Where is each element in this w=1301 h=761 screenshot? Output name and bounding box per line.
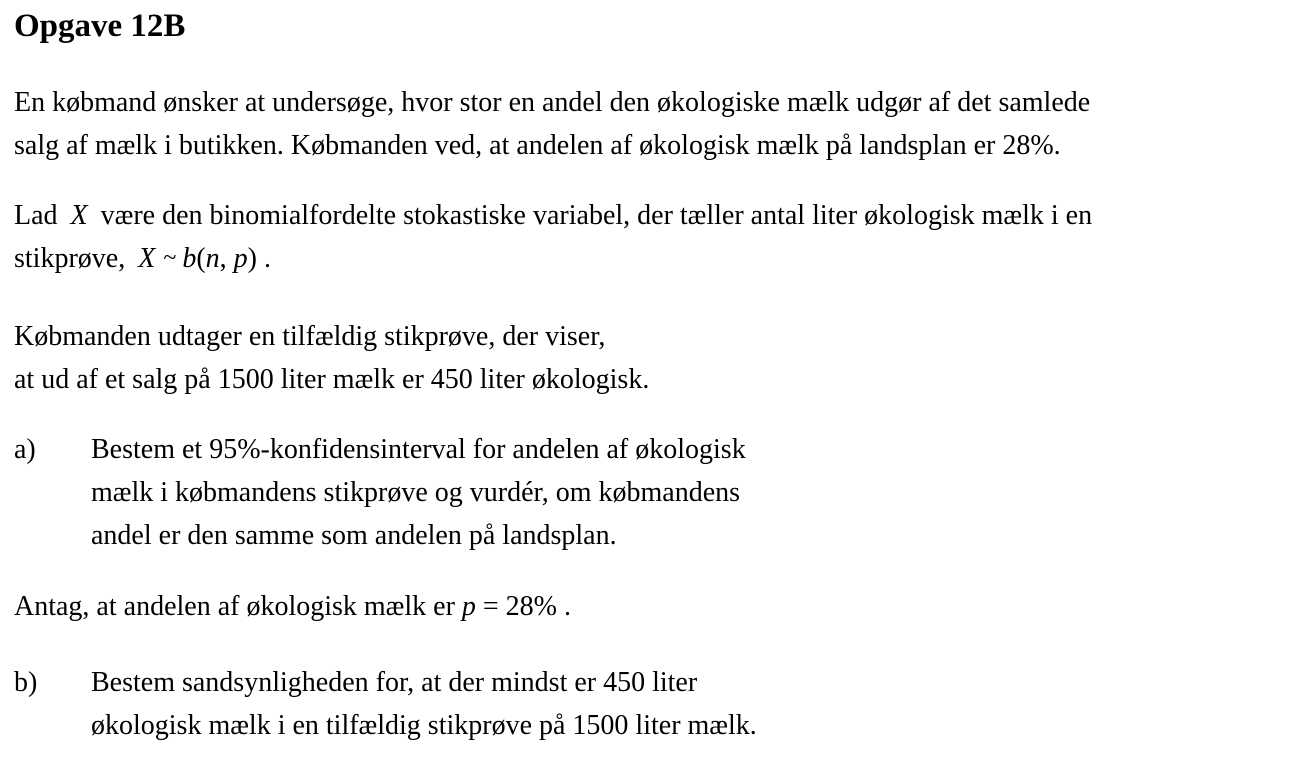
distribution-variable: X [138, 243, 156, 274]
intro-line-2: salg af mælk i butikken. Købmanden ved, at andelen af økologisk mælk på landsplan er 28%. [14, 130, 1061, 161]
question-b-line-2: økologisk mælk i en tilfældig stikprøve på 1500 liter mælk. [91, 710, 757, 741]
assumption-pre: Antag, at andelen af økologisk mælk er [14, 591, 455, 622]
variable-line-1 [14, 194, 1092, 237]
exercise-title: Opgave 12B [14, 8, 186, 44]
question-a-label: a) [14, 434, 36, 465]
question-a-line-3: andel er den samme som andelen på landsplan. [91, 520, 617, 551]
assumption-p: p [461, 591, 476, 622]
intro-line-1: En købmand ønsker at undersøge, hvor stor en andel den økologiske mælk udgør af det samlede [14, 87, 1091, 118]
question-a-line-1: Bestem et 95%-konfidensinterval for andelen af økologisk [91, 434, 746, 465]
distribution-n: n [205, 243, 220, 274]
variable-line-1-post: være den binomialfordelte stokastiske variabel, der tæller antal liter økologisk mælk i en [100, 200, 1093, 231]
sample-paragraph [14, 315, 649, 401]
distribution-tilde: ~ [163, 245, 177, 271]
question-b [14, 661, 1014, 751]
sample-line-1: Købmanden udtager en tilfældig stikprøve, der viser, [14, 321, 606, 352]
distribution-b: b [182, 243, 197, 274]
question-a-body [91, 428, 746, 557]
question-b-body [91, 661, 757, 747]
question-a-line-2: mælk i købmandens stikprøve og vurdér, om købmandens [91, 477, 741, 508]
question-a [14, 428, 1014, 558]
distribution-open-paren: ( [196, 243, 206, 274]
question-b-label: b) [14, 667, 38, 698]
variable-line-2-pre: stikprøve, [14, 243, 126, 274]
variable-line-1-pre: Lad [14, 200, 58, 231]
distribution-comma: , [219, 243, 234, 274]
sample-line-2: at ud af et salg på 1500 liter mælk er 450 liter økologisk. [14, 364, 650, 395]
question-b-line-1: Bestem sandsynligheden for, at der mindst er 450 liter [91, 667, 698, 698]
variable-line-2-post: . [256, 243, 271, 274]
assumption-line [14, 585, 571, 628]
assumption-post: = 28% . [475, 591, 572, 622]
variable-definition-paragraph [14, 194, 1092, 282]
assumption-paragraph [14, 585, 571, 628]
variable-x: X [70, 200, 88, 231]
distribution-p: p [233, 243, 248, 274]
intro-paragraph [14, 81, 1090, 167]
distribution-close-paren: ) [247, 243, 257, 274]
variable-line-2 [14, 237, 1092, 282]
